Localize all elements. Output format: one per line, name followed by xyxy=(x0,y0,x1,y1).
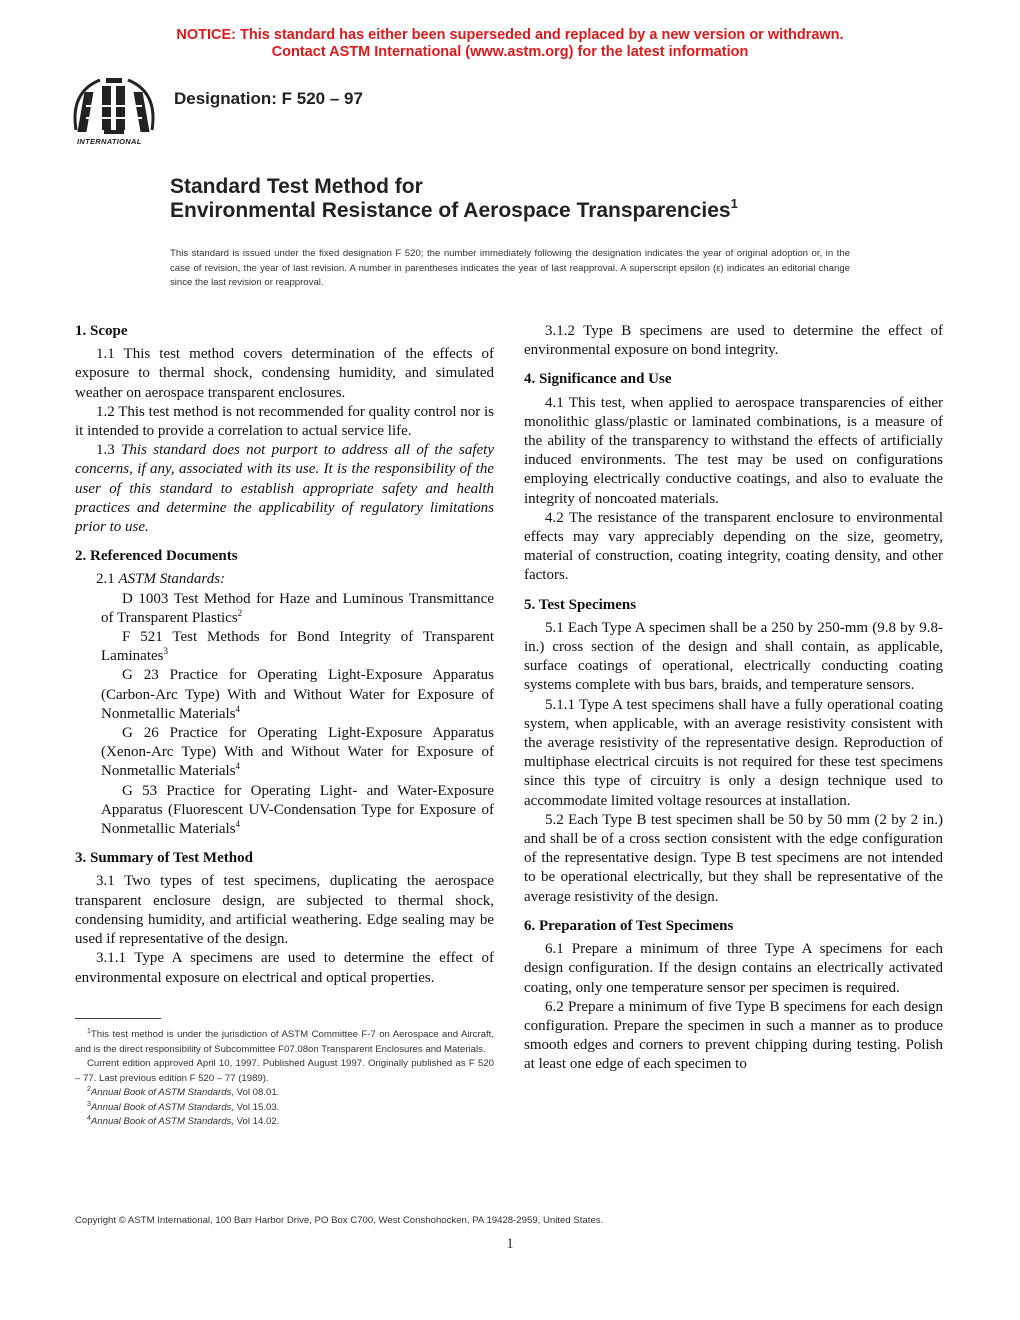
right-column xyxy=(524,322,943,1075)
reference-footnote-mark: 4 xyxy=(235,819,241,830)
section-heading-scope: 1. Scope xyxy=(75,323,128,339)
footnote-1 xyxy=(75,1028,494,1057)
logo-caption: INTERNATIONAL xyxy=(77,137,142,146)
title-line-2-text: Environmental Resistance of Aerospace Transparencies xyxy=(170,199,731,222)
footnote-mark: 3 xyxy=(87,1100,91,1108)
paragraph-4-2: 4.2 The resistance of the transparent enclosure to environmental effects may vary appreciably depending on the size, geometry, material of construction, coating integrity, coating density, and other factors. xyxy=(524,509,943,584)
paragraph-2-1 xyxy=(75,570,494,589)
paragraph-3-1-1: 3.1.1 Type A specimens are used to determine the effect of environmental exposure on electrical and optical properties. xyxy=(75,950,494,986)
page-number: 1 xyxy=(506,1236,514,1252)
paragraph-4-1: 4.1 This test, when applied to aerospace transparencies of either monolithic glass/plastic or laminated combinations, is a measure of the ability of the transparency to withstand the effects of artificially induced environments. The test may be used on configurations employing electrically conductive coatings, and also to evaluate the integrity of noncoated materials. xyxy=(524,394,943,507)
footnote-2 xyxy=(75,1086,494,1101)
paragraph-2-1-label: ASTM Standards: xyxy=(118,571,226,588)
left-column xyxy=(75,322,494,988)
reference-item xyxy=(75,782,494,840)
paragraph-1-3-text: This standard does not purport to address all of the safety concerns, if any, associated with its use. It is the responsibility of the user of this standard to establish appropriate safety and health practices and determine the applicability of regulatory limitations prior to use. xyxy=(75,442,495,536)
paragraph-5-1-1: 5.1.1 Type A test specimens shall have a fully operational coating system, when applicable, with an average resistivity consistent with the average resistivity of the representative design. Reproduction of multiphase electrical circuits is not required for these test specimens since this type of circuitry is only a design technique used to accommodate limited voltage resources at installation. xyxy=(524,696,943,809)
footnote-3 xyxy=(75,1101,494,1116)
footnote-book: Annual Book of ASTM Standards xyxy=(90,1116,232,1127)
reference-item xyxy=(75,590,494,628)
paragraph-1-1: 1.1 This test method covers determination of the effects of exposure to thermal shock, condensing humidity, and simulated weather on aerospace transparent enclosures. xyxy=(75,346,494,401)
copyright: Copyright © ASTM International, 100 Barr Harbor Drive, PO Box C700, West Conshohocken, PA 19428-2959, United States. xyxy=(75,1215,604,1226)
paragraph-1-2: 1.2 This test method is not recommended for quality control nor is it intended to provide a correlation to actual service life. xyxy=(75,403,494,440)
footnotes xyxy=(75,1028,494,1130)
footnote-volume: , Vol 15.03. xyxy=(231,1101,280,1113)
paragraph-6-2: 6.2 Prepare a minimum of five Type B specimens for each design configuration. Prepare the specimen in such a manner as to produce smooth edges and corners to prevent chipping during testing. Polish at least one edge of each specimen to xyxy=(524,998,943,1073)
title-footnote-mark: 1 xyxy=(730,196,738,211)
section-heading-specimens: 5. Test Specimens xyxy=(524,596,637,613)
reference-footnote-mark: 3 xyxy=(163,646,168,657)
reference-item xyxy=(75,724,494,782)
paragraph-3-1-2: 3.1.2 Type B specimens are used to determine the effect of environmental exposure on bond integrity. xyxy=(524,323,943,359)
reference-footnote-mark: 4 xyxy=(235,761,241,772)
issued-note: This standard is issued under the fixed designation F 520; the number immediately following the designation indicates the year of original adoption or, in the case of revision, the year of last revision. A number in parentheses indicates the year of last reapproval. A superscript epsilon (ε) indicates an editorial change since the last revision or reapproval. xyxy=(170,248,850,288)
footnote-4 xyxy=(75,1115,494,1130)
paragraph-3-1: 3.1 Two types of test specimens, duplicating the aerospace transparent enclosure design, are subjected to thermal shock, condensing humidity, and artificial weathering. Edge sealing may be used if representative of the design. xyxy=(75,873,494,948)
section-heading-referenced: 2. Referenced Documents xyxy=(75,548,238,565)
reference-item xyxy=(75,628,494,666)
designation: Designation: F 520 – 97 xyxy=(174,89,363,108)
title-line-2 xyxy=(170,196,738,223)
footnote-mark: 4 xyxy=(87,1115,91,1122)
reference-text: G 23 Practice for Operating Light-Exposure Apparatus (Carbon-Arc Type) With and Without Water for Exposure of Nonmetallic Materials xyxy=(101,667,494,722)
notice-line-1: NOTICE: This standard has either been superseded and replaced by a new version or withdrawn. xyxy=(176,27,844,43)
footnote-book: Annual Book of ASTM Standards xyxy=(90,1087,232,1098)
footnote-mark: 1 xyxy=(87,1028,91,1035)
reference-footnote-mark: 2 xyxy=(237,607,243,618)
paragraph-1-3 xyxy=(75,441,494,537)
paragraph-5-2: 5.2 Each Type B test specimen shall be 50 by 50 mm (2 by 2 in.) and shall be of a cross section consistent with the edge configuration of the representative design. Type B test specimens are not intended to be operational electrically, but they shall be representative of the average resistivity of the design. xyxy=(524,811,943,905)
footnote-book: Annual Book of ASTM Standards xyxy=(90,1101,232,1113)
footnote-divider xyxy=(75,1018,161,1019)
reference-text: G 53 Practice for Operating Light- and Water-Exposure Apparatus (Fluorescent UV-Condensation Type for Exposure of Nonmetallic Materials xyxy=(101,782,494,838)
paragraph-2-1-num: 2.1 xyxy=(96,571,119,588)
footnote-volume: , Vol 14.02. xyxy=(231,1116,280,1127)
paragraph-6-1: 6.1 Prepare a minimum of three Type A specimens for each design configuration. If the design contains an electrically activated coating, only one temperature sensor per specimen is required. xyxy=(524,941,943,996)
paragraph-1-3-num: 1.3 xyxy=(96,442,122,459)
footnote-mark: 2 xyxy=(87,1086,91,1093)
footnote-1-b: Current edition approved April 10, 1997. Published August 1997. Originally published as F 520 – 77. Last previous edition F 520 – 77 (1989). xyxy=(75,1058,494,1084)
footnote-volume: , Vol 08.01. xyxy=(231,1087,280,1098)
reference-text: F 521 Test Methods for Bond Integrity of Transparent Laminates xyxy=(101,629,494,665)
notice-line-2: Contact ASTM International (www.astm.org) for the latest information xyxy=(271,44,749,60)
section-heading-summary: 3. Summary of Test Method xyxy=(75,850,253,867)
reference-text: G 26 Practice for Operating Light-Exposure Apparatus (Xenon-Arc Type) With and Without Water for Exposure of Nonmetallic Materials xyxy=(101,725,494,780)
reference-text: D 1003 Test Method for Haze and Luminous Transmittance of Transparent Plastics xyxy=(101,590,494,626)
reference-footnote-mark: 4 xyxy=(235,703,241,714)
section-heading-preparation: 6. Preparation of Test Specimens xyxy=(524,917,734,934)
paragraph-5-1: 5.1 Each Type A specimen shall be a 250 by 250-mm (9.8 by 9.8-in.) cross section of the design and shall contain, as applicable, surface coatings of operational, electrically conducting coating systems complete with bus bars, braids, and temperature sensors. xyxy=(524,619,943,694)
footnote-text: This test method is under the jurisdiction of ASTM Committee F-7 on Aerospace and Aircraft, and is the direct responsibility of Subcommittee F07.08on Transparent Enclosures and Materials. xyxy=(75,1029,494,1055)
reference-item xyxy=(75,666,494,724)
section-heading-significance: 4. Significance and Use xyxy=(524,371,672,388)
title-line-1: Standard Test Method for xyxy=(170,175,423,198)
